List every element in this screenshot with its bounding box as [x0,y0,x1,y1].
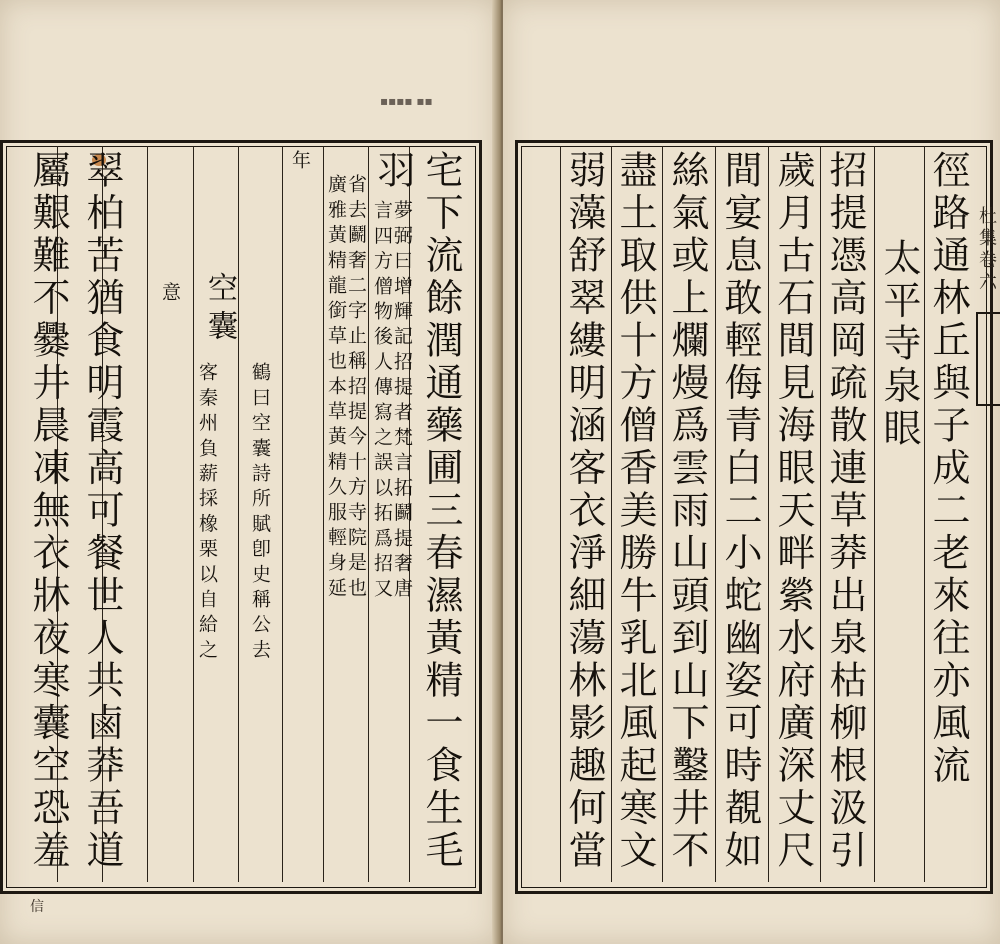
annotation-line: 意 [159,282,181,308]
column-rule [768,146,769,882]
column-rule [560,146,561,882]
column-rule [820,146,821,882]
main-text-line: 翠柏苦猶食明霞高可餐世人共鹵莽吾道 [80,150,124,873]
main-text-line: 招提憑高岡疏散連草莽出泉枯柳根汲引 [823,150,867,873]
column-rule [924,146,925,882]
column-rule [238,146,239,882]
column-rule [715,146,716,882]
column-rule [611,146,612,882]
column-rule [282,146,283,882]
main-text-line: 弱藻舒翠縷明涵客衣淨細蕩林影趣何當 [562,150,606,873]
edge-label: 杜集卷六 [976,206,997,294]
annotation-line: 年 [289,150,311,176]
column-rule [147,146,148,882]
annotation-line: 夢弼曰增輝記招提者梵言拓鬬提奢唐 [391,200,413,604]
annotation-line: 言四方僧物後人傳寫之誤以拓爲招又 [371,200,393,604]
main-text-line: 羽 [371,150,415,193]
right-page [503,0,1000,944]
main-text-line: 屬艱難不爨井晨凍無衣牀夜寒囊空恐羞 [26,150,70,873]
column-rule [323,146,324,882]
page-edge-tab [976,312,1000,406]
margin-mark: 信 [30,899,44,915]
main-text-line: 間宴息敢輕侮青白二小蛇幽姿可時覩如 [718,150,762,873]
annotation-line: 客秦州負薪採橡栗以自給之 [196,362,218,665]
column-rule [662,146,663,882]
seal-mark: ▪▪▪▪ ▪▪ [380,94,433,108]
annotation-line: 鶴曰空囊詩所賦卽史稱公去 [249,362,271,665]
annotation-line: 廣雅黃精龍銜草也本草黃精久服輕身延 [325,174,347,603]
column-rule [874,146,875,882]
poem-title: 空囊 [202,272,237,348]
main-text-line: 宅下流餘潤通藥圃三春濕黃精一食生毛 [419,150,463,873]
column-rule [193,146,194,882]
main-text-line: 絲氣或上爛熳爲雲雨山頭到山下鑿井不 [665,150,709,873]
poem-title: 太平寺泉眼 [877,238,921,451]
left-page [0,0,497,944]
main-text-line: 徑路通林丘與子成二老來往亦風流 [926,150,970,788]
main-text-line: 盡土取供十方僧香美勝牛乳北風起寒文 [613,150,657,873]
annotation-line: 省去鬬奢二字止稱招提今十方寺院是也 [345,174,367,603]
column-rule [368,146,369,882]
main-text-line: 歲月古石間見海眼天畔縈水府廣深丈尺 [771,150,815,873]
